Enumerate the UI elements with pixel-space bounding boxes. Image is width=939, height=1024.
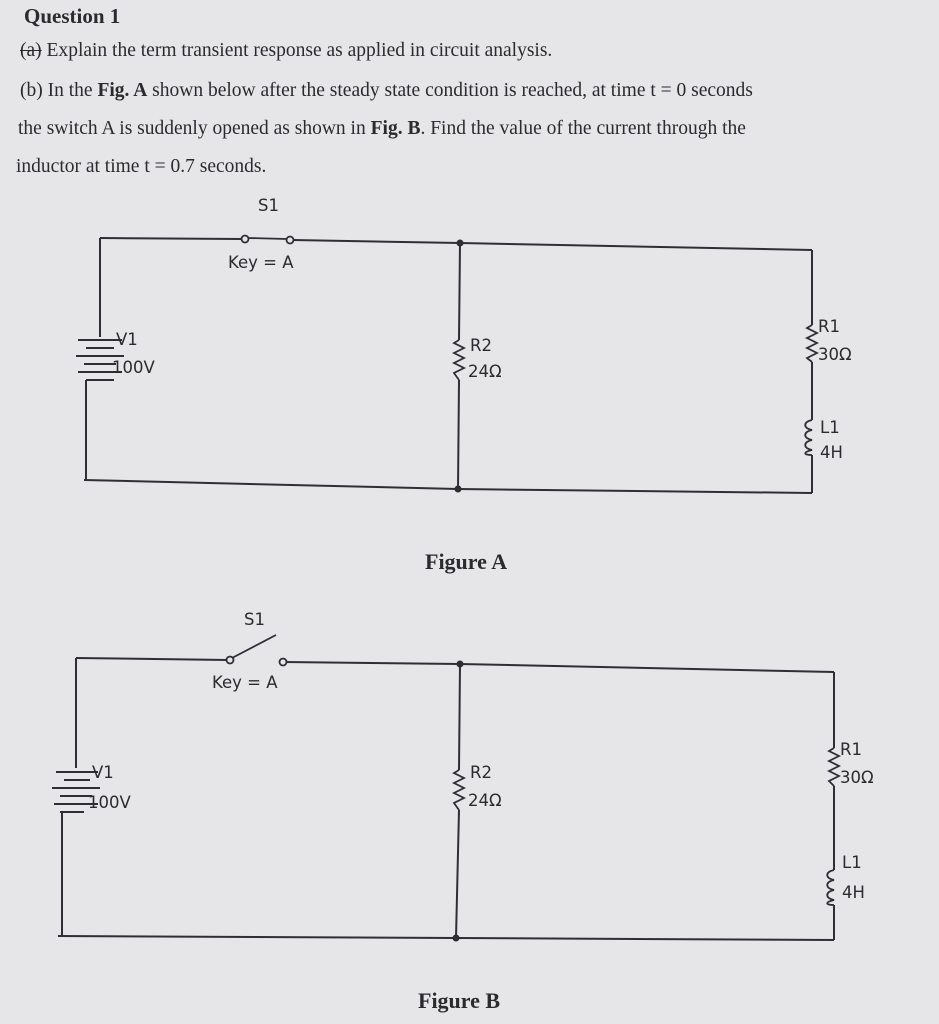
source-name: V1 <box>92 763 114 782</box>
l1-inductor-symbol <box>827 870 834 905</box>
figure-b-circuit <box>0 600 939 945</box>
wire <box>100 238 242 239</box>
switch-key: Key = A <box>212 673 278 692</box>
figure-a-circuit <box>0 190 939 510</box>
r2-resistor-symbol <box>454 340 464 380</box>
l1-name: L1 <box>842 853 862 872</box>
part-b-line-3: inductor at time t = 0.7 seconds. <box>16 156 267 177</box>
figure-a-caption: Figure A <box>425 549 508 574</box>
switch-name: S1 <box>258 196 279 215</box>
figure-b-caption: Figure B <box>418 988 501 1013</box>
node-dot <box>453 935 460 942</box>
r1-value: 30Ω <box>840 768 874 787</box>
switch-open-symbol <box>227 635 287 666</box>
source-value: 100V <box>88 793 131 812</box>
wire <box>293 240 812 250</box>
r1-value: 30Ω <box>818 345 852 364</box>
source-name: V1 <box>116 330 138 349</box>
r1-resistor-symbol <box>807 325 817 362</box>
r2-name: R2 <box>470 763 492 782</box>
fig-a-ref: Fig. A <box>97 80 148 101</box>
part-a-line <box>20 40 552 62</box>
r2-value: 24Ω <box>468 362 502 381</box>
switch-closed-symbol <box>242 236 294 244</box>
part-b-text-1a: In the <box>47 80 98 101</box>
part-b-label: (b) <box>20 80 43 101</box>
question-title: Question 1 <box>24 4 121 28</box>
source-value: 100V <box>112 358 155 377</box>
part-b-text-2b: . Find the value of the current through the <box>420 118 746 139</box>
r2-value: 24Ω <box>468 791 502 810</box>
fig-b-ref: Fig. B <box>370 118 421 139</box>
part-a-label: (a) <box>20 40 42 61</box>
l1-value: 4H <box>820 443 843 462</box>
part-b-text-1b: shown below after the steady state condition is reached, at time t = 0 seconds <box>147 80 753 101</box>
switch-name: S1 <box>244 610 265 629</box>
node-dot <box>457 661 464 668</box>
r1-name: R1 <box>840 740 862 759</box>
r1-resistor-symbol <box>829 748 839 786</box>
part-b-line-2 <box>18 118 746 140</box>
l1-inductor-symbol <box>805 420 812 455</box>
part-a-text: Explain the term transient response as applied in circuit analysis. <box>46 40 553 61</box>
r2-name: R2 <box>470 336 492 355</box>
node-dot <box>455 486 462 493</box>
l1-name: L1 <box>820 418 840 437</box>
part-b-text-2a: the switch A is suddenly opened as shown in <box>18 118 371 139</box>
node-dot <box>457 240 464 247</box>
r1-name: R1 <box>818 317 840 336</box>
l1-value: 4H <box>842 883 865 902</box>
part-b-line-1 <box>20 80 753 102</box>
switch-key: Key = A <box>228 253 294 272</box>
r2-resistor-symbol <box>454 770 464 810</box>
